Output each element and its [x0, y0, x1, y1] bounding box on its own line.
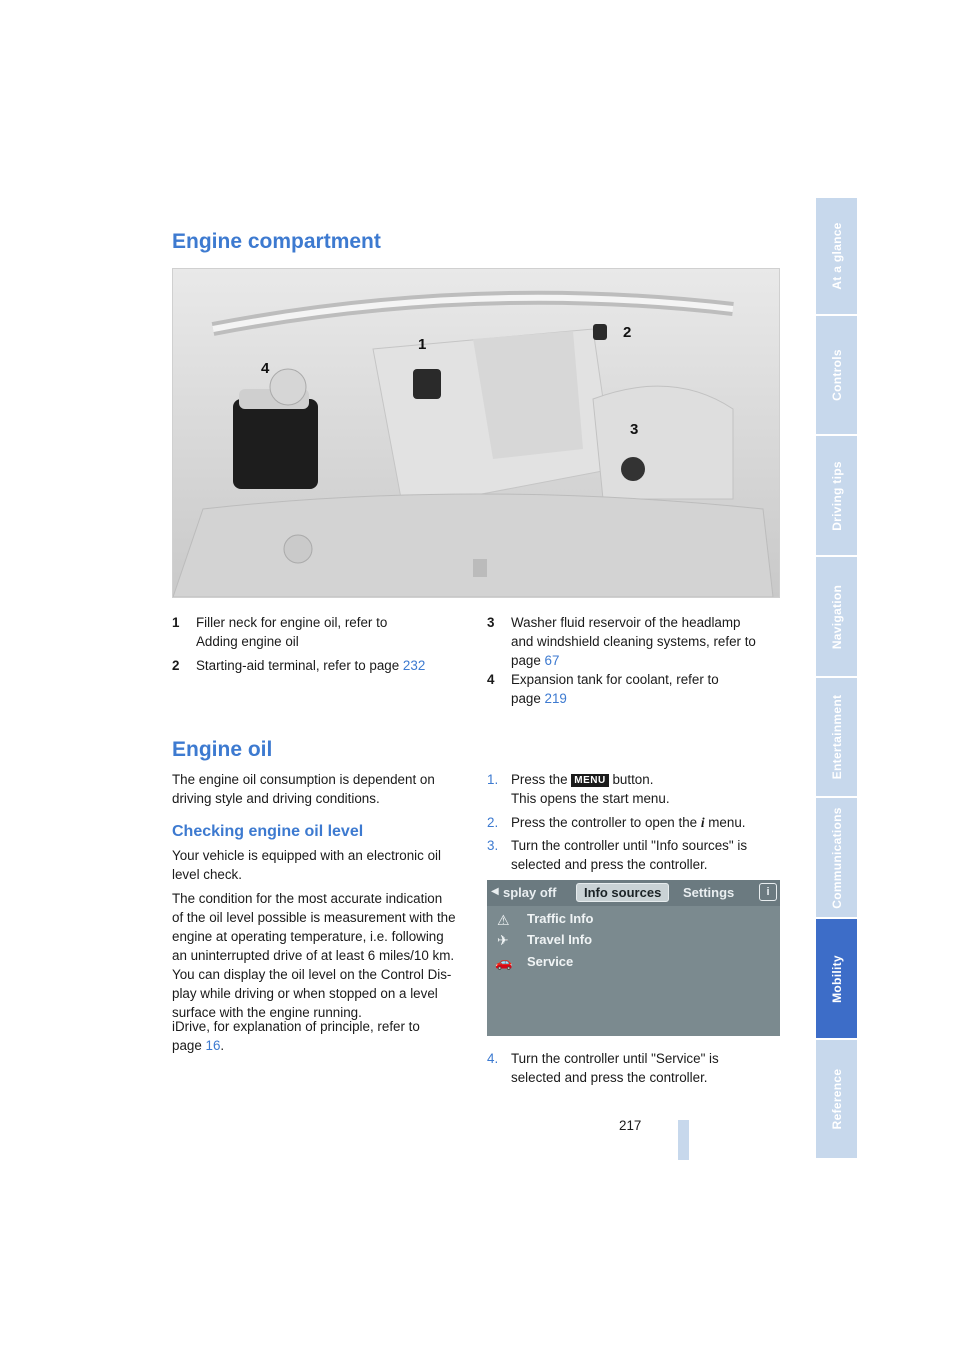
text-line: level check.	[172, 867, 242, 882]
intro-paragraph	[172, 770, 472, 808]
text-line: selected and press the controller.	[511, 857, 708, 872]
text-line: This opens the start menu.	[511, 791, 670, 806]
menu-button-icon: MENU	[571, 774, 608, 787]
sidebar-tab-label: Reference	[829, 1068, 844, 1130]
step-num: 1.	[487, 772, 499, 787]
paragraph-2	[172, 889, 472, 1022]
caption-line: page	[511, 691, 545, 706]
info-menu-icon: i	[700, 815, 705, 830]
paragraph-3	[172, 1017, 472, 1055]
sidebar-tab-label: Driving tips	[829, 460, 844, 531]
caption-line: Starting-aid terminal, refer to page	[196, 658, 403, 673]
screen-tab-settings: Settings	[683, 885, 735, 900]
caption-item-3	[487, 613, 787, 670]
text-line: iDrive, for explanation of principle, refer to	[172, 1019, 420, 1034]
text-line: page	[172, 1038, 206, 1053]
page-link[interactable]: 232	[402, 658, 426, 673]
label-3: 3	[630, 421, 639, 438]
caption-num: 3	[487, 615, 495, 630]
text-line: surface with the engine running.	[172, 1005, 362, 1020]
screen-item-service: Service	[527, 954, 574, 969]
screen-tab-display-off: splay off	[503, 885, 557, 900]
text-line: selected and press the controller.	[511, 1070, 708, 1085]
traffic-info-icon: ⚠	[497, 912, 510, 928]
text-line: driving style and driving conditions.	[172, 791, 380, 806]
caption-line: page	[511, 653, 545, 668]
travel-info-icon: ✈	[497, 932, 509, 948]
step-num: 4.	[487, 1051, 499, 1066]
text-line: Press the controller to open the	[511, 815, 701, 830]
sidebar-tab-label: Navigation	[829, 584, 844, 649]
text-punct: .	[220, 1038, 225, 1053]
caption-line: Washer fluid reservoir of the headlamp	[511, 615, 741, 630]
caption-num: 1	[172, 615, 180, 630]
caption-item-4	[487, 670, 787, 708]
caption-line: Adding engine oil	[196, 634, 299, 649]
sidebar-tab-at-a-glance[interactable]	[816, 198, 857, 316]
sidebar-tab-mobility[interactable]	[816, 919, 857, 1040]
sidebar-tab-entertainment[interactable]	[816, 678, 857, 798]
text-line: button.	[608, 772, 654, 787]
text-line: The engine oil consumption is dependent on	[172, 772, 435, 787]
text-line: The condition for the most accurate indication	[172, 891, 443, 906]
step-text	[511, 836, 747, 874]
text-line: of the oil level possible is measurement with the	[172, 910, 456, 925]
caption-text	[196, 656, 425, 675]
sidebar-tab-label: Entertainment	[829, 694, 844, 780]
step-text	[511, 770, 670, 808]
text-line: Your vehicle is equipped with an electronic oil	[172, 848, 441, 863]
text-line: Turn the controller until "Info sources" is	[511, 838, 748, 853]
step-text	[511, 813, 745, 832]
info-icon: i	[759, 883, 777, 901]
text-line: engine at operating temperature, i.e. following	[172, 929, 444, 944]
sidebar-tab-label: Controls	[829, 349, 844, 401]
caption-num: 4	[487, 672, 495, 687]
caption-text	[511, 613, 756, 670]
page-number-bar	[678, 1120, 689, 1160]
chapter-sidebar	[816, 198, 857, 1160]
subsection-title: Checking engine oil level	[172, 823, 364, 840]
paragraph-1	[172, 846, 472, 884]
page-link[interactable]: 219	[544, 691, 567, 706]
section-title-engine-oil: Engine oil	[172, 738, 273, 761]
label-4: 4	[261, 360, 270, 377]
step-1	[487, 770, 787, 808]
screen-item-travel-info: Travel Info	[527, 932, 593, 947]
engine-compartment-photo	[172, 268, 780, 598]
page-link[interactable]: 67	[544, 653, 560, 668]
step-text	[511, 1049, 719, 1087]
car-service-icon: 🚗	[495, 954, 513, 970]
caption-line: Expansion tank for coolant, refer to	[511, 672, 719, 687]
arrow-left-icon: ◀	[491, 886, 499, 897]
sidebar-tab-communications[interactable]	[816, 798, 857, 919]
screen-item-traffic-info: Traffic Info	[527, 911, 594, 926]
caption-text	[196, 613, 387, 651]
caption-item-2	[172, 656, 462, 675]
text-line: You can display the oil level on the Control Dis-	[172, 967, 452, 982]
sidebar-tab-controls[interactable]	[816, 316, 857, 436]
sidebar-tab-label: At a glance	[829, 222, 844, 290]
sidebar-tab-label: Mobility	[829, 954, 844, 1003]
text-line: an uninterrupted drive of at least 6 miles/10 km.	[172, 948, 455, 963]
engine-illustration	[173, 269, 779, 597]
text-line: menu.	[704, 815, 746, 830]
caption-line: and windshield cleaning systems, refer to	[511, 634, 756, 649]
label-2: 2	[623, 324, 632, 341]
step-num: 3.	[487, 838, 499, 853]
caption-item-1	[172, 613, 462, 651]
caption-num: 2	[172, 658, 180, 673]
page-number: 217	[619, 1118, 642, 1133]
step-num: 2.	[487, 815, 499, 830]
control-display-screenshot	[487, 880, 780, 1036]
sidebar-tab-driving-tips[interactable]	[816, 436, 857, 557]
step-3	[487, 836, 787, 874]
section-title: Engine compartment	[172, 230, 381, 253]
step-4	[487, 1049, 787, 1087]
caption-line: Filler neck for engine oil, refer to	[196, 615, 388, 630]
text-line: Press the	[511, 772, 572, 787]
step-2	[487, 813, 787, 832]
page-link[interactable]: 16	[205, 1038, 221, 1053]
screen-tab-info-sources: Info sources	[576, 883, 669, 902]
text-line: Turn the controller until "Service" is	[511, 1051, 719, 1066]
caption-text	[511, 670, 719, 708]
text-line: play while driving or when stopped on a level	[172, 986, 438, 1001]
sidebar-tab-label: Communications	[829, 806, 844, 909]
sidebar-tab-navigation[interactable]	[816, 557, 857, 678]
sidebar-tab-reference[interactable]	[816, 1040, 857, 1160]
label-1: 1	[418, 336, 427, 353]
